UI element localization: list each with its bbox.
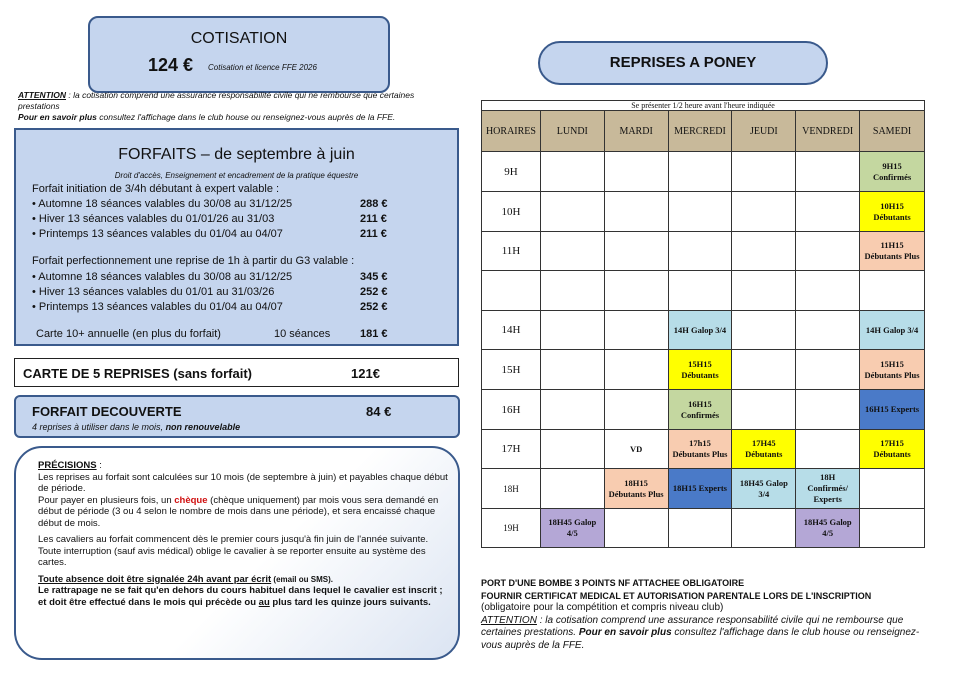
group2-price: 252 € bbox=[360, 301, 388, 313]
schedule-note: Se présenter 1/2 heure avant l'heure indiquée bbox=[482, 101, 925, 111]
lesson-cell: 17h15 Débutants Plus bbox=[668, 430, 732, 469]
more-info-label: Pour en savoir plus bbox=[18, 112, 97, 122]
header-samedi: SAMEDI bbox=[860, 111, 925, 152]
table-row bbox=[482, 350, 925, 390]
carte5-label: CARTE DE 5 REPRISES (sans forfait) bbox=[23, 366, 252, 381]
attention-note-right bbox=[481, 615, 921, 653]
header-jeudi: JEUDI bbox=[732, 111, 796, 152]
lesson-cell: 10H15 Débutants bbox=[860, 192, 925, 232]
table-row bbox=[482, 509, 925, 548]
group1-price: 288 € bbox=[360, 198, 388, 210]
table-row bbox=[482, 271, 925, 311]
lesson-cell: 18H45 Galop 3/4 bbox=[732, 469, 796, 509]
header-lundi: LUNDI bbox=[540, 111, 604, 152]
hour-cell: 16H bbox=[482, 390, 541, 430]
precisions-p1: Les reprises au forfait sont calculées sur 10 mois (de septembre à juin) et payables chaque début de période. bbox=[38, 471, 448, 494]
group1-title: Forfait initiation de 3/4h débutant à expert valable : bbox=[32, 183, 280, 195]
group2-price: 252 € bbox=[360, 286, 388, 298]
precisions-p3: Les cavaliers au forfait commencent dès le premier cours jusqu'à fin juin de l'année suivante. bbox=[38, 534, 429, 545]
group2-price: 345 € bbox=[360, 271, 388, 283]
precisions-p2 bbox=[38, 495, 448, 530]
precisions-box: PRÉCISIONS : Les reprises au forfait sont calculées sur 10 mois (de septembre à juin) et payables chaque début de période. Pour payer en plusieurs fois, un chèque (chèque uniquement) par mois vous sera demandé en début de période (3 ou 4 selon le nombre de mois dans une période), et sera encaissé chaque début de mois. Les cavaliers au forfait commencent dès le premier cours jusqu'à fin juin de l'année suivante. Toute interruption (sauf avis médical) oblige le cavalier à se reporter ensuite au système des cartes. Toute absence doit être signalée 24h avant par écrit (email ou SMS). Le rattrapage ne se fait qu'en dehors du cours habituel dans lequel le cavalier est inscrit ; et doit être effectué dans le mois qui précède ou au plus tard les quinze jours suivants. bbox=[14, 446, 460, 660]
table-row bbox=[482, 390, 925, 430]
forfaits-subtitle: Droit d'accès, Enseignement et encadrement de la pratique équestre bbox=[114, 171, 359, 180]
more-info-text: consultez l'affichage dans le club house ou renseignez-vous auprès de la FFE. bbox=[96, 112, 396, 122]
more-info-label: Pour en savoir plus bbox=[578, 627, 672, 638]
table-row bbox=[482, 152, 925, 192]
hour-cell: 9H bbox=[482, 152, 541, 192]
attention-text: : la cotisation comprend une assurance responsabilité civile qui ne rembourse que certaines prestations. bbox=[481, 614, 904, 638]
hour-cell bbox=[482, 271, 541, 311]
precisions-p6 bbox=[38, 585, 448, 608]
hour-cell: 15H bbox=[482, 350, 541, 390]
group1-item: • Hiver 13 séances valables du 01/01/26 au 31/03 bbox=[32, 213, 275, 225]
decouverte-price: 84 € bbox=[366, 404, 392, 419]
table-row bbox=[482, 469, 925, 509]
carte10-price: 181 € bbox=[360, 328, 388, 340]
precisions-p6-text: plus tard les quinze jours suivants. bbox=[269, 596, 431, 608]
lesson-cell: 11H15 Débutants Plus bbox=[860, 232, 925, 271]
carte5-price: 121€ bbox=[351, 366, 380, 381]
table-row bbox=[482, 430, 925, 469]
precisions-p4: Toute interruption (sauf avis médical) oblige le cavalier à se reporter ensuite au système des cartes. bbox=[38, 545, 426, 568]
lesson-cell: 18H45 Galop 4/5 bbox=[796, 509, 860, 548]
lesson-cell: 18H45 Galop 4/5 bbox=[540, 509, 604, 548]
attention-label: ATTENTION bbox=[481, 614, 537, 626]
carte10-label: Carte 10+ annuelle (en plus du forfait) bbox=[36, 328, 221, 340]
group2-title: Forfait perfectionnement une reprise de 1h à partir du G3 valable : bbox=[32, 255, 355, 267]
lesson-cell: 14H Galop 3/4 bbox=[668, 311, 732, 350]
attention-note-left bbox=[18, 90, 458, 123]
header-vendredi: VENDREDI bbox=[796, 111, 860, 152]
group2-item: • Hiver 13 séances valables du 01/01 au 31/03/26 bbox=[32, 286, 275, 298]
group1-item: • Printemps 13 séances valables du 01/04 au 04/07 bbox=[32, 228, 283, 240]
bombe-note: PORT D'UNE BOMBE 3 POINTS NF ATTACHEE OBLIGATOIRE bbox=[481, 578, 745, 588]
group2-item: • Automne 18 séances valables du 30/08 au 31/12/25 bbox=[32, 271, 293, 283]
lesson-cell: VD bbox=[604, 430, 668, 469]
lesson-cell: 15H15 Débutants Plus bbox=[860, 350, 925, 390]
group1-price: 211 € bbox=[360, 213, 387, 225]
forfaits-title: FORFAITS – de septembre à juin bbox=[118, 146, 355, 163]
cotisation-title: COTISATION bbox=[190, 30, 288, 47]
precisions-absence-note: (email ou SMS). bbox=[271, 574, 333, 584]
reprises-title: REPRISES A PONEY bbox=[538, 41, 828, 85]
lesson-cell: 16H15 Confirmés bbox=[668, 390, 732, 430]
lesson-cell: 16H15 Experts bbox=[860, 390, 925, 430]
hour-cell: 14H bbox=[482, 311, 541, 350]
cotisation-box bbox=[88, 16, 390, 93]
header-mardi: MARDI bbox=[604, 111, 668, 152]
decouverte-note-bold: non renouvelable bbox=[165, 422, 241, 432]
precisions-p5 bbox=[38, 574, 448, 586]
carte10-count: 10 séances bbox=[274, 328, 331, 340]
schedule-table bbox=[481, 100, 925, 548]
precisions-title: PRÉCISIONS bbox=[38, 460, 97, 471]
decouverte-label: FORFAIT DECOUVERTE bbox=[32, 404, 182, 419]
bottom-notes bbox=[481, 577, 921, 652]
lesson-cell: 18H15 Experts bbox=[668, 469, 732, 509]
lesson-cell: 18H15 Débutants Plus bbox=[604, 469, 668, 509]
decouverte-note bbox=[32, 422, 240, 432]
lesson-cell: 17H15 Débutants bbox=[860, 430, 925, 469]
obligatoire-note: (obligatoire pour la compétition et compris niveau club) bbox=[481, 602, 724, 613]
decouverte-note-text: 4 reprises à utiliser dans le mois, bbox=[32, 422, 166, 432]
certificat-note: FOURNIR CERTIFICAT MEDICAL ET AUTORISATION PARENTALE LORS DE L'INSCRIPTION bbox=[481, 590, 872, 601]
more-info-text: consultez l'affichage dans le club house ou renseignez-vous auprès de la FFE. bbox=[481, 627, 920, 651]
precisions-p6-text: Le rattrapage ne se fait qu'en dehors du cours habituel dans lequel le cavalier est inscrit ; et doit être effectué dans le mois qui précède ou bbox=[38, 585, 443, 608]
cotisation-price: 124 € bbox=[148, 55, 194, 75]
forfaits-box bbox=[14, 128, 459, 346]
lesson-cell: 18H Confirmés/ Experts bbox=[796, 469, 860, 509]
carte5-box bbox=[14, 358, 459, 387]
lesson-cell: 9H15 Confirmés bbox=[860, 152, 925, 192]
precisions-cheque: chèque bbox=[174, 494, 208, 506]
decouverte-box bbox=[14, 395, 460, 438]
header-horaires: HORAIRES bbox=[482, 111, 541, 152]
hour-cell: 19H bbox=[482, 509, 541, 548]
lesson-cell: 17H45 Débutants bbox=[732, 430, 796, 469]
group1-item: • Automne 18 séances valables du 30/08 au 31/12/25 bbox=[32, 198, 293, 210]
hour-cell: 11H bbox=[482, 232, 541, 271]
precisions-absence: Toute absence doit être signalée 24h avant par écrit bbox=[38, 573, 272, 585]
precisions-p2-text: Pour payer en plusieurs fois, un bbox=[38, 494, 175, 506]
hour-cell: 18H bbox=[482, 469, 541, 509]
attention-label: ATTENTION bbox=[18, 90, 67, 100]
group1-price: 211 € bbox=[360, 228, 387, 240]
table-row bbox=[482, 311, 925, 350]
precisions-p6-au: au bbox=[258, 596, 270, 608]
table-row bbox=[482, 192, 925, 232]
attention-text: : la cotisation comprend une assurance responsabilité civile qui ne rembourse que certaines prestations bbox=[18, 90, 415, 111]
header-mercredi: MERCREDI bbox=[668, 111, 732, 152]
hour-cell: 17H bbox=[482, 430, 541, 469]
lesson-cell: 15H15 Débutants bbox=[668, 350, 732, 390]
lesson-cell: 14H Galop 3/4 bbox=[860, 311, 925, 350]
group2-item: • Printemps 13 séances valables du 01/04 au 04/07 bbox=[32, 301, 283, 313]
hour-cell: 10H bbox=[482, 192, 541, 232]
cotisation-note: Cotisation et licence FFE 2026 bbox=[208, 63, 317, 72]
precisions-p2-text: (chèque uniquement) par mois vous sera demandé en début de période (3 ou 4 selon le nombre de mois dans une période), et sera encaissé chaque début de mois. bbox=[38, 494, 439, 529]
table-row bbox=[482, 232, 925, 271]
